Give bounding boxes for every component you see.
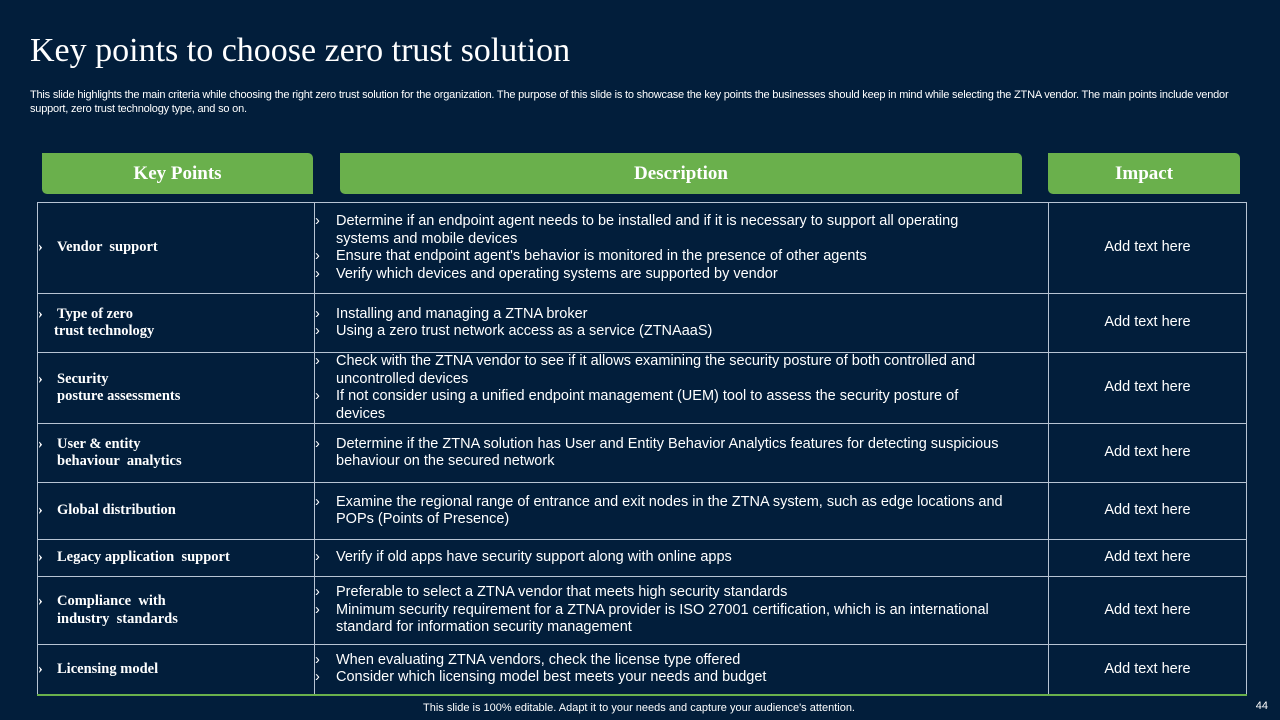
bullet-chevron-icon: ›	[315, 549, 320, 566]
table-row	[38, 577, 1247, 645]
description-text: Examine the regional range of entrance and exit nodes in the ZTNA system, such as edge locations and POPs (Points of Presence)	[336, 493, 1003, 527]
criteria-table	[37, 202, 1247, 696]
key-point-label: industry standards	[57, 610, 178, 627]
header-key-points: Key Points	[42, 153, 313, 194]
key-point-label: Compliance with	[57, 593, 166, 609]
description-item	[315, 388, 1005, 423]
bullet-chevron-icon: ›	[315, 213, 320, 229]
key-point-label: trust technology	[54, 323, 155, 339]
slide-subtitle: This slide highlights the main criteria while choosing the right zero trust solution for the organization. The purpose of this slide is to showcase the key points the businesses should keep in mind while selecting the ZTNA vendor. The main points include vendor support, zero trust technology type, and so on.	[30, 89, 1229, 115]
description-item	[315, 353, 1005, 388]
description-item	[315, 248, 1005, 266]
table-body	[38, 203, 1247, 695]
description-item	[315, 652, 1005, 670]
impact-cell: Add text here	[1049, 294, 1247, 353]
key-point-label: Vendor support	[57, 239, 158, 256]
bullet-chevron-icon: ›	[315, 493, 320, 510]
footer-text: This slide is 100% editable. Adapt it to your needs and capture your audience's attention.	[423, 702, 855, 714]
description-item	[315, 436, 1005, 471]
impact-cell: Add text here	[1049, 577, 1247, 645]
key-point-cell	[38, 577, 315, 645]
key-point-cell	[38, 353, 315, 424]
key-point-cell	[38, 540, 315, 577]
bullet-chevron-icon: ›	[315, 584, 320, 601]
key-point-cell	[38, 483, 315, 540]
key-point-label: Legacy application support	[57, 549, 230, 566]
description-cell	[315, 353, 1049, 424]
description-text: Minimum security requirement for a ZTNA provider is ISO 27001 certification, which is an international standard for information security management	[336, 601, 989, 636]
description-text: Consider which licensing model best meets your needs and budget	[336, 669, 767, 686]
description-text: Verify which devices and operating systems are supported by vendor	[336, 265, 778, 282]
table-row	[38, 424, 1247, 483]
description-item	[315, 306, 1005, 324]
bullet-chevron-icon: ›	[315, 651, 320, 668]
bullet-chevron-icon: ›	[38, 370, 43, 387]
key-point-cell	[38, 645, 315, 695]
bullet-chevron-icon: ›	[38, 305, 43, 322]
description-item	[315, 669, 1005, 687]
description-cell	[315, 540, 1049, 577]
key-point-label: Security	[57, 370, 109, 387]
description-text: Preferable to select a ZTNA vendor that meets high security standards	[336, 584, 788, 601]
impact-cell: Add text here	[1049, 353, 1247, 424]
description-text: Determine if the ZTNA solution has User and Entity Behavior Analytics features for detecting suspicious behaviour on the secured network	[336, 435, 999, 469]
bullet-chevron-icon: ›	[315, 305, 320, 322]
page-number: 44	[1255, 700, 1268, 712]
key-point-label: Type of zero	[57, 305, 133, 322]
bullet-chevron-icon: ›	[315, 248, 320, 264]
table-row	[38, 294, 1247, 353]
description-item	[315, 602, 1005, 637]
description-item	[315, 549, 1005, 567]
description-item	[315, 213, 1005, 248]
description-text: When evaluating ZTNA vendors, check the license type offered	[336, 651, 741, 668]
bullet-chevron-icon: ›	[315, 388, 320, 404]
description-cell	[315, 577, 1049, 645]
table-row	[38, 483, 1247, 540]
description-cell	[315, 294, 1049, 353]
key-point-cell	[38, 424, 315, 483]
description-item	[315, 266, 1005, 284]
impact-cell: Add text here	[1049, 203, 1247, 294]
description-text: Using a zero trust network access as a service (ZTNAaaS)	[336, 323, 713, 339]
bullet-chevron-icon: ›	[38, 435, 43, 452]
description-text: If not consider using a unified endpoint management (UEM) tool to assess the security posture of devices	[336, 388, 959, 422]
description-cell	[315, 424, 1049, 483]
bullet-chevron-icon: ›	[315, 601, 320, 618]
description-cell	[315, 645, 1049, 695]
table-row	[38, 203, 1247, 294]
description-text: Verify if old apps have security support along with online apps	[336, 549, 732, 566]
bullet-chevron-icon: ›	[315, 669, 320, 686]
table-row	[38, 645, 1247, 695]
footer-note	[0, 702, 1279, 714]
bullet-chevron-icon: ›	[315, 265, 320, 282]
table-row	[38, 353, 1247, 424]
description-text: Installing and managing a ZTNA broker	[336, 305, 588, 322]
description-text: Determine if an endpoint agent needs to be installed and if it is necessary to support all operating systems and mobile devices	[336, 213, 959, 247]
bullet-chevron-icon: ›	[315, 353, 320, 369]
header-description: Description	[340, 153, 1022, 194]
key-point-label: User & entity	[57, 435, 141, 452]
impact-cell: Add text here	[1049, 645, 1247, 695]
key-point-label: Global distribution	[57, 502, 176, 519]
bullet-chevron-icon: ›	[38, 593, 43, 609]
bullet-chevron-icon: ›	[38, 502, 43, 519]
impact-cell: Add text here	[1049, 483, 1247, 540]
description-item	[315, 494, 1005, 529]
key-point-label: Licensing model	[57, 660, 159, 677]
description-text: Check with the ZTNA vendor to see if it allows examining the security posture of both controlled and uncontrolled devices	[336, 353, 976, 387]
bullet-chevron-icon: ›	[315, 323, 320, 339]
bullet-chevron-icon: ›	[38, 239, 43, 256]
bullet-chevron-icon: ›	[38, 660, 43, 677]
description-item	[315, 584, 1005, 602]
description-item	[315, 323, 1005, 341]
key-point-cell	[38, 203, 315, 294]
impact-cell: Add text here	[1049, 540, 1247, 577]
description-text: Ensure that endpoint agent's behavior is monitored in the presence of other agents	[336, 248, 867, 264]
header-impact: Impact	[1048, 153, 1240, 194]
bullet-chevron-icon: ›	[38, 549, 43, 566]
key-point-label: behaviour analytics	[57, 453, 182, 469]
key-point-cell	[38, 294, 315, 353]
description-cell	[315, 203, 1049, 294]
description-cell	[315, 483, 1049, 540]
impact-cell: Add text here	[1049, 424, 1247, 483]
slide-title: Key points to choose zero trust solution	[30, 32, 571, 69]
table-row	[38, 540, 1247, 577]
key-point-label: posture assessments	[57, 388, 181, 404]
bullet-chevron-icon: ›	[315, 435, 320, 452]
